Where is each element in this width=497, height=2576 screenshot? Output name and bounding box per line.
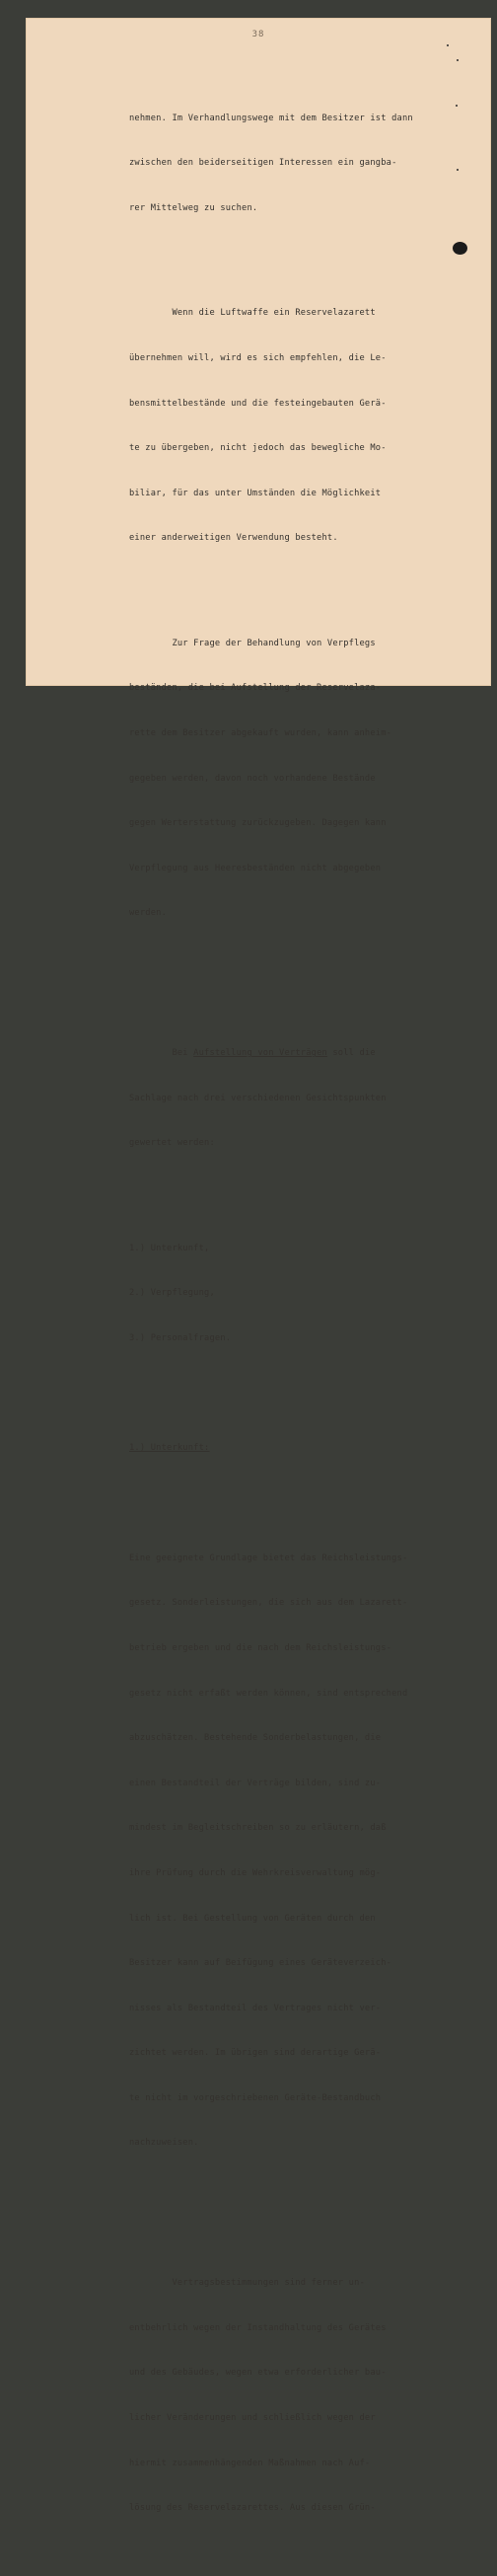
paper-speck [456, 105, 458, 107]
text-line: gewertet werden: [129, 1138, 215, 1149]
document-page [26, 18, 491, 2514]
text-line: Sachlage nach drei verschiedenen Gesichtspunkten [129, 1093, 387, 1103]
text-line: übernehmen will, wird es sich empfehlen, die Le- [129, 353, 387, 363]
text-line: Besitzer kann auf Beifügung eines Geräteverzeich- [129, 1958, 392, 1969]
text-line: bensmittelbestände und die festeingebauten Gerä- [129, 398, 387, 409]
text-line: entbehrlich wegen der Instandhaltung des Gerätes [129, 2322, 387, 2333]
text-line: ihre Prüfung durch die Wehrkreisverwaltung mög- [129, 1867, 382, 1878]
text-line: nachzuweisen. [129, 2138, 199, 2149]
text-line: licher Veränderungen und schließlich wegen der [129, 2413, 376, 2424]
paragraph [129, 81, 445, 246]
text-line: beständen, die bei Aufstellung der Reservelaza- [129, 683, 382, 694]
text-line: mindest im Begleitschreiben so zu erläutern, daß [129, 1823, 387, 1834]
text-line: Verpflegung aus Heeresbeständen nicht abgegeben [129, 863, 382, 873]
text-line: rer Mittelweg zu suchen. [129, 203, 258, 213]
text-line: hiermit zusammenhängenden Maßnahmen nach Auf- [129, 2458, 371, 2468]
text-line: und des Gebäudes, wegen etwa erforderlicher bau- [129, 2368, 387, 2379]
text-line: te nicht im vorgeschriebenen Geräte-Bestandbuch [129, 2092, 382, 2103]
list-item: 1.) Unterkunft, [129, 1243, 210, 1253]
typewritten-text [129, 51, 445, 2576]
text-line: Zur Frage der Behandlung von Verpflegs [129, 638, 376, 648]
numbered-list [129, 1211, 445, 1376]
paragraph [129, 1521, 445, 2181]
text-line: te zu übergeben, nicht jedoch das bewegliche Mo- [129, 443, 387, 454]
text-line: gegeben werden, davon noch vorhandene Bestände [129, 773, 376, 784]
text-line: gesetz nicht erfaßt werden können, sind entsprechend [129, 1688, 408, 1699]
text-line: betrieb ergeben und die nach dem Reichsleistungs- [129, 1642, 392, 1653]
underlined-phrase: Aufstellung von Verträgen [193, 1048, 327, 1059]
text-line: einer anderweitigen Verwendung besteht. [129, 533, 338, 544]
paragraph [129, 276, 445, 576]
contracts-paragraph [129, 1017, 445, 1181]
text-line [129, 1046, 445, 1061]
text-line: Eine geeignete Grundlage bietet das Reichsleistungs- [129, 1553, 408, 1563]
text-line: biliar, für das unter Umständen die Möglichkeit [129, 488, 382, 498]
text-line: rette dem Besitzer abgekauft wurden, kann anheim- [129, 727, 392, 738]
page-number: 38 [251, 30, 265, 39]
text-run: Bei [129, 1048, 194, 1059]
paper-speck [457, 169, 459, 171]
text-line: abzuschätzen. Bestehende Sonderbelastungen, die [129, 1733, 382, 1744]
text-run: soll die [326, 1048, 376, 1059]
paper-speck [457, 59, 459, 61]
punch-hole [453, 242, 467, 255]
text-line: nehmen. Im Verhandlungswege mit dem Besitzer ist dann [129, 113, 413, 123]
text-line: zichtet werden. Im übrigen sind derartige Gerä- [129, 2048, 382, 2059]
text-line: zwischen den beiderseitigen Interessen ein gangba- [129, 158, 397, 169]
text-line: Vertragsbestimmungen sind ferner un- [129, 2278, 365, 2289]
paper-speck [447, 44, 449, 46]
text-line: Wenn die Luftwaffe ein Reservelazarett [129, 308, 376, 319]
text-line: nisses als Bestandteil des Vertrages nicht ver- [129, 2003, 382, 2013]
text-line: gesetz. Sonderleistungen, die sich aus dem Lazarett- [129, 1598, 408, 1609]
paragraph [129, 2246, 445, 2546]
text-line: gegen Werterstattung zurückzugeben. Dagegen kann [129, 818, 387, 829]
section-heading: 1.) Unterkunft: [129, 1443, 210, 1454]
text-line: lösung des Reservelazarettes. Aus diesen Grün- [129, 2503, 376, 2514]
list-item: 3.) Personalfragen. [129, 1332, 232, 1343]
text-line: lich ist. Bei Gestellung von Geräten durch den [129, 1913, 376, 1924]
text-line: werden. [129, 908, 168, 919]
paragraph [129, 606, 445, 951]
text-line: einen Bestandteil der Verträge bilden, sind zu- [129, 1778, 382, 1788]
list-item: 2.) Verpflegung, [129, 1288, 215, 1299]
